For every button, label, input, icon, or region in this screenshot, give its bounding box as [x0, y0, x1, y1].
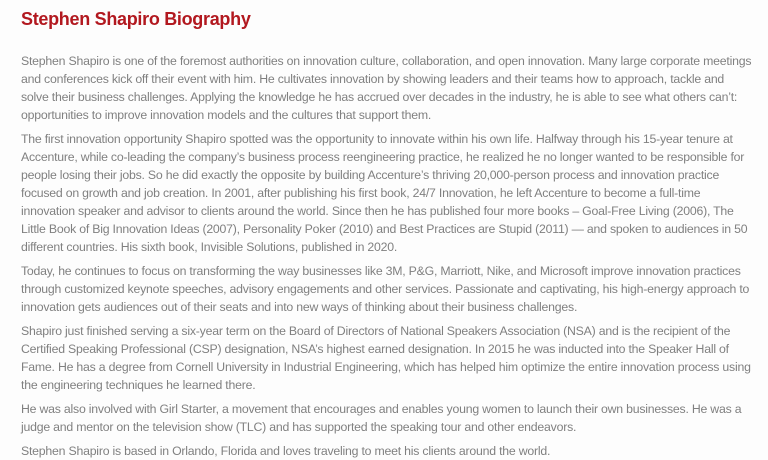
bio-paragraph-accenture-books: The first innovation opportunity Shapiro spotted was the opportunity to innovate within his own life. Halfway through his 15-year tenure at Accenture, while co-leading the company’s business process reengineering practice, he realized he no longer wanted to be responsible for people losing their jobs. So he did exactly the opposite by building Accenture’s thriving 20,000-person process and innovation practice focused on growth and job creation. In 2001, after publishing his first book, 24/7 Innovation, he left Accenture to become a full-time innovation speaker and advisor to clients around the world. Since then he has published four more books – Goal-Free Living (2006), The Little Book of Big Innovation Ideas (2007), Personality Poker (2010) and Best Practices are Stupid (2011) — and spoken to audiences in 50 different countries. His sixth book, Invisible Solutions, published in 2020.: [21, 131, 748, 254]
bio-paragraph-location: Stephen Shapiro is based in Orlando, Florida and loves traveling to meet his clients around the world.: [21, 443, 551, 458]
bio-paragraph-girl-starter: He was also involved with Girl Starter, a movement that encourages and enables young women to launch their own businesses. He was a judge and mentor on the television show (TLC) and has supported the speaking tour and other endeavors.: [21, 401, 742, 434]
page-title: Stephen Shapiro Biography: [21, 9, 251, 29]
bio-paragraph-intro: Stephen Shapiro is one of the foremost authorities on innovation culture, collaboration, and open innovation. Many large corporate meetings and conferences kick off their event with him. He cultivates innovation by showing leaders and their teams how to approach, tackle and solve their business challenges. Applying the knowledge he has accrued over decades in the industry, he is able to see what others can’t: opportunities to improve innovation models and the cultures that support them.: [21, 53, 752, 122]
bio-paragraph-clients: Today, he continues to focus on transforming the way businesses like 3M, P&G, Marriott, Nike, and Microsoft improve innovation practices through customized keynote speeches, advisory engagements and other services. Passionate and captivating, his high-energy approach to innovation gets audiences out of their seats and into new ways of thinking about their business challenges.: [21, 263, 750, 314]
bio-paragraph-nsa-cornell: Shapiro just finished serving a six-year term on the Board of Directors of National Speakers Association (NSA) and is the recipient of the Certified Speaking Professional (CSP) designation, NSA’s highest earned designation. In 2015 he was inducted into the Speaker Hall of Fame. He has a degree from Cornell University in Industrial Engineering, which has helped him optimize the entire innovation process using the engineering techniques he learned there.: [21, 323, 751, 392]
